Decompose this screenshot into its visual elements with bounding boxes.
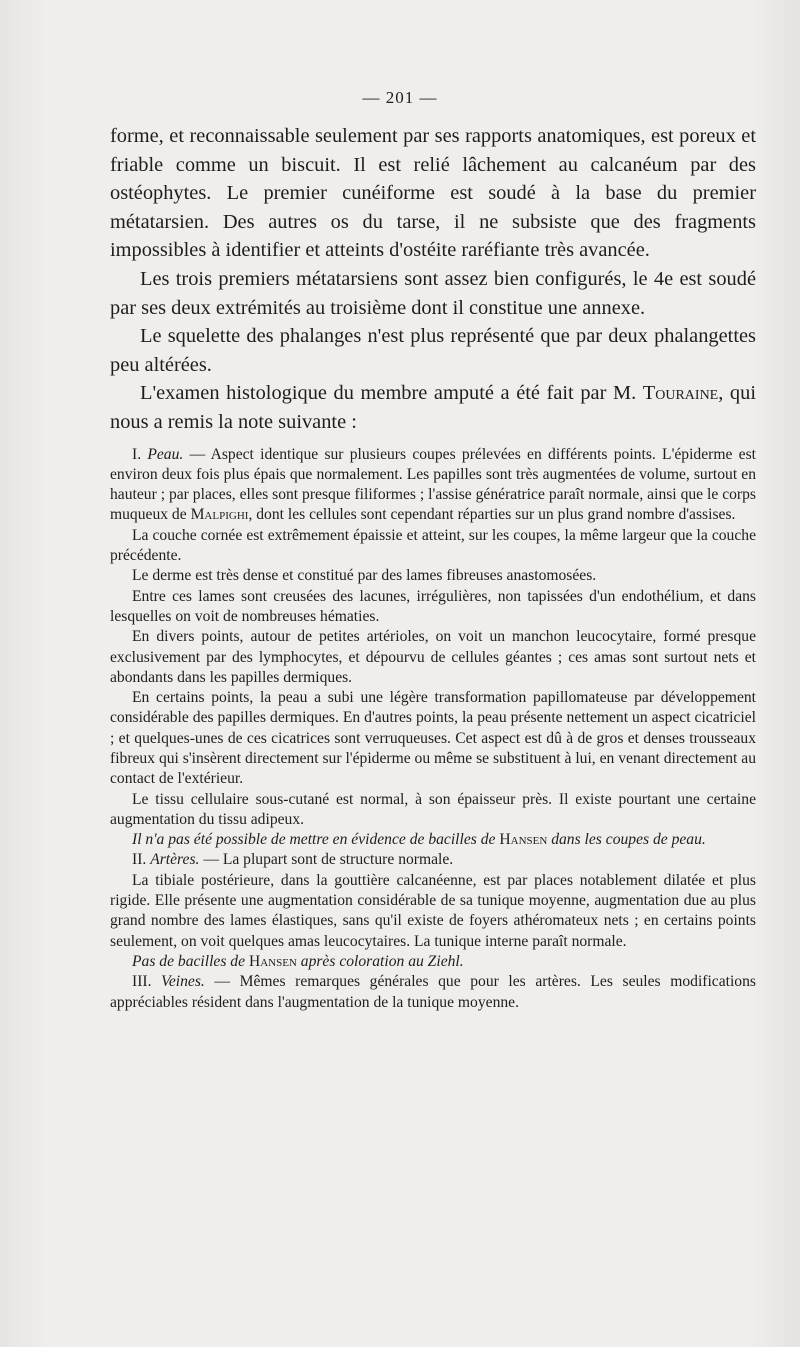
- section-title: Veines.: [161, 973, 205, 991]
- histology-note: [110, 445, 756, 1013]
- paragraph: La tibiale postérieure, dans la gouttière calcanéenne, est par places notablement dilatée et plus rigide. Elle présente une augmentation considérable de sa tunique moyenne, augmentation due au plus grand nombre des lames élastiques, sans qu'il existe de foyers athéromateux nets ; en certains points seulement, on voit quelques amas leucocytaires. La tunique interne paraît normale.: [110, 871, 756, 950]
- section-number: I.: [132, 445, 148, 463]
- paragraph: Entre ces lames sont creusées des lacunes, irrégulières, non tapissées d'un endothélium, et dans lesquelles on voit de nombreuses hématies.: [110, 587, 756, 625]
- body-text: [110, 122, 756, 1013]
- section-title: Artères.: [150, 851, 200, 869]
- person-name: Hansen: [248, 952, 297, 970]
- paragraph: Le derme est très dense et constitué par des lames fibreuses anastomosées.: [132, 567, 597, 585]
- paragraph-italic: [110, 952, 756, 972]
- text-run: , qui nous a remis la note suivante :: [110, 382, 756, 433]
- section-number: II.: [132, 851, 151, 869]
- section-arteres: [110, 850, 756, 870]
- section-peau: [110, 445, 756, 526]
- text-run: , dont les cellules sont cependant réparties sur un plus grand nombre d'assises.: [248, 506, 736, 524]
- text-run: — Aspect identique sur plusieurs coupes prélevées en différents points. L'épiderme est environ deux fois plus épais que normalement. Les papilles sont très augmentées de volume, surtout en hauteur ; par places, elles sont presque filiformes ; l'assise génératrice paraît normale, ainsi que le corps muqueux de: [110, 445, 756, 524]
- paragraph: forme, et reconnaissable seulement par ses rapports anatomiques, est poreux et friable comme un biscuit. Il est relié lâchement au calcanéum par des ostéophytes. Le premier cunéiforme est soudé à la base du premier métatarsien. Des autres os du tarse, il ne subsiste que des fragments impossibles à identifier et atteints d'ostéite raréfiante très avancée.: [110, 125, 756, 262]
- paragraph: [110, 379, 756, 436]
- text-run: — La plupart sont de structure normale.: [199, 851, 454, 869]
- text-run: après coloration au Ziehl.: [296, 952, 464, 970]
- paragraph: En divers points, autour de petites artérioles, on voit un manchon leucocytaire, formé presque exclusivement par des lymphocytes, et dépourvu de cellules géantes ; ces amas sont surtout nets et abondants dans les papilles dermiques.: [110, 628, 756, 686]
- text-run: — Mêmes remarques générales que pour les artères. Les seules modifications appréciables résident dans l'augmentation de la tunique moyenne.: [110, 973, 756, 1011]
- paragraph: Le tissu cellulaire sous-cutané est normal, à son épaisseur près. Il existe pourtant une certaine augmentation du tissu adipeux.: [110, 790, 756, 828]
- person-name: Malpighi: [190, 506, 249, 524]
- section-number: III.: [132, 973, 162, 991]
- author-name: Touraine: [642, 382, 719, 405]
- text-run: dans les coupes de peau.: [547, 831, 706, 849]
- person-name: Hansen: [499, 831, 548, 849]
- section-veines: [110, 972, 756, 1013]
- text-run: Pas de bacilles de: [132, 952, 249, 970]
- text-run: Il n'a pas été possible de mettre en évidence de bacilles de: [132, 831, 500, 849]
- paragraph: La couche cornée est extrêmement épaissie et atteint, sur les coupes, la même largeur que la couche précédente.: [110, 526, 756, 565]
- text-run: L'examen histologique du membre amputé a été fait par M.: [140, 382, 643, 405]
- page-number: — 201 —: [362, 88, 438, 107]
- paragraph: Les trois premiers métatarsiens sont assez bien configurés, le 4e est soudé par ses deux extrémités au troisième dont il constitue une annexe.: [110, 267, 756, 319]
- paragraph: Le squelette des phalanges n'est plus représenté que par deux phalangettes peu altérées.: [110, 325, 756, 376]
- paragraph-italic: [110, 830, 756, 850]
- paragraph: En certains points, la peau a subi une légère transformation papillomateuse par développement considérable des papilles dermiques. En d'autres points, la peau présente nettement un aspect cicatriciel ; et quelques-unes de ces cicatrices sont verruqueuses. Cet aspect est dû à de gros et denses trousseaux fibreux qui s'insèrent directement sur l'épiderme ou même se substituent à lui, en venant directement au contact de l'extérieur.: [110, 689, 756, 788]
- main-text-section: [110, 122, 756, 437]
- section-title: Peau.: [147, 445, 184, 463]
